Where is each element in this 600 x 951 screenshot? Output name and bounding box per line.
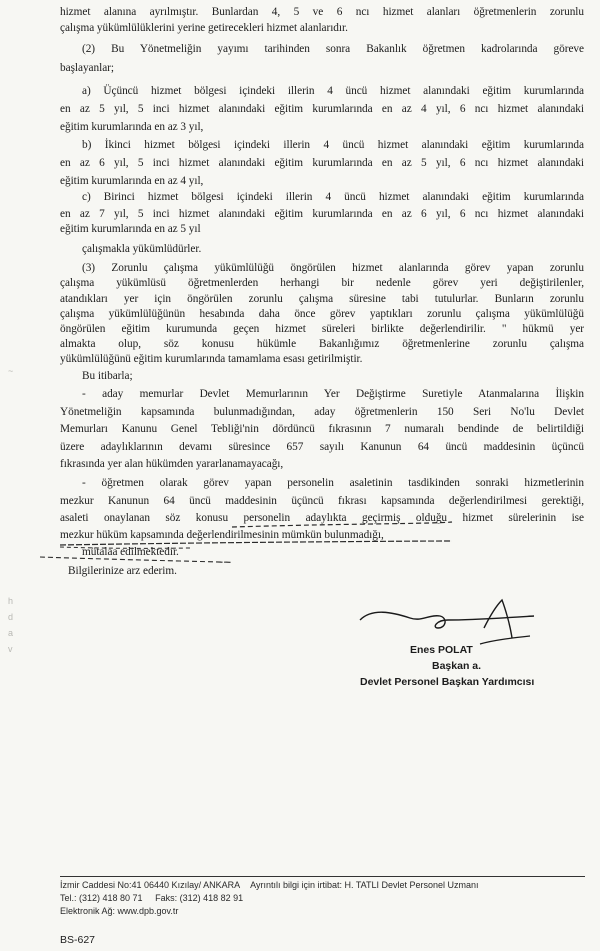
body-line: eğitim kurumlarında en az 4 yıl, bbox=[60, 175, 204, 187]
footer-address: İzmir Caddesi No:41 06440 Kızılay/ ANKARA bbox=[60, 880, 240, 890]
body-line: asaleti onaylanan söz konusu personelin adaylıkta geçirmiş olduğu hizmet sürelerinin ise bbox=[60, 512, 584, 524]
body-line: çalışmakla yükümlüdürler. bbox=[82, 243, 202, 255]
body-line: çalışma yükümlülüğünün hesabında daha önce görev yaptıkları zorunlu çalışma yükümlülüğü bbox=[60, 308, 584, 320]
closing-line: Bilgilerinize arz ederim. bbox=[68, 565, 177, 577]
signatory-position: Devlet Personel Başkan Yardımcısı bbox=[360, 676, 535, 688]
footer-divider bbox=[60, 876, 585, 877]
body-line: fıkrasında yer alan hükümden yararlanamayacağı, bbox=[60, 458, 284, 470]
bleed-through-mark: v bbox=[8, 644, 13, 654]
bleed-through-mark: a bbox=[8, 628, 14, 638]
footer-contact-info: Ayrıntılı bilgi için irtibat: H. TATLI Devlet Personel Uzmanı bbox=[250, 880, 479, 890]
body-line: en az 5 yıl, 5 inci hizmet alanındaki eğitim kurumlarında en az 4 yıl, 6 ncı hizmet alanındaki bbox=[60, 103, 584, 115]
footer-phone: Tel.: (312) 418 80 71 bbox=[60, 893, 143, 903]
body-line: (2) Bu Yönetmeliğin yayımı tarihinden sonra Bakanlık öğretmen kadrolarında göreve bbox=[82, 43, 584, 55]
body-line: - aday memurlar Devlet Memurlarının Yer Değiştirme Suretiyle Atanmalarına İlişkin bbox=[82, 388, 584, 400]
signatory-title: Başkan a. bbox=[432, 660, 482, 672]
body-line: yükümlülüğünü eğitim kurumlarında tamamlama esası getirilmiştir. bbox=[60, 353, 363, 365]
body-line: en az 6 yıl, 5 inci hizmet alanındaki eğitim kurumlarında en az 5 yıl, 6 ncı hizmet alanındaki bbox=[60, 157, 584, 169]
bleed-through-mark: d bbox=[8, 612, 14, 622]
body-line: - öğretmen olarak görev yapan personelin asaletinin tasdikinden sonraki hizmetlerinin bbox=[82, 477, 584, 489]
body-line: atandıkları yer için öngörülen zorunlu çalışma süresine tabi tutulurlar. Bunların zorunlu bbox=[60, 293, 584, 305]
footer-address-line bbox=[60, 880, 479, 890]
footer-phone-line bbox=[60, 893, 243, 903]
body-line: öngörülen eğitim kurumunda geçen hizmet süreleri birlikte değerlendirilir. " hükmü yer bbox=[60, 323, 584, 335]
form-code: BS-627 bbox=[60, 934, 96, 946]
body-line: b) İkinci hizmet bölgesi içindeki illerin 4 üncü hizmet alanındaki eğitim kurumlarında bbox=[82, 139, 584, 151]
body-line: c) Birinci hizmet bölgesi içindeki illerin 4 üncü hizmet alanındaki eğitim kurumlarında bbox=[82, 191, 584, 203]
body-line: en az 7 yıl, 5 inci hizmet alanındaki eğitim kurumlarında en az 6 yıl, 6 ncı hizmet alanındaki bbox=[60, 208, 584, 220]
body-line: (3) Zorunlu çalışma yükümlülüğü öngörülen hizmet alanlarında görev yapan zorunlu bbox=[82, 262, 584, 274]
body-line: Memurları Kanunu Genel Tebliği'nin dördüncü fıkrasının 7 numaralı bendinde de belirtildiği bbox=[60, 423, 584, 435]
body-line: üzere adaylıklarının devamı süresince 657 sayılı Kanunun 64 üncü maddesinin üçüncü bbox=[60, 441, 584, 453]
body-line: çalışma yükümlüsü öğretmenlerden herhangi bir nedenle görev yeri değiştirilenler, bbox=[60, 277, 584, 289]
signatory-name: Enes POLAT bbox=[410, 644, 473, 656]
body-line: Bu itibarla; bbox=[82, 370, 133, 382]
body-line: Yönetmeliğin kapsamında bulunmadığından, aday öğretmenlerin 150 Seri No'lu Devlet bbox=[60, 406, 584, 418]
body-line: mezkur Kanunun 64 üncü maddesinin üçüncü fıkrası kapsamında değerlendirilmesi gerektiği, bbox=[60, 495, 584, 507]
body-line: a) Üçüncü hizmet bölgesi içindeki illerin 4 üncü hizmet alanındaki eğitim kurumlarında bbox=[82, 85, 584, 97]
body-line: eğitim kurumlarında en az 5 yıl bbox=[60, 223, 201, 235]
footer-fax: Faks: (312) 418 82 91 bbox=[155, 893, 244, 903]
body-line: mezkur hüküm kapsamında değerlendirilmesinin mümkün bulunmadığı, bbox=[60, 529, 384, 541]
body-line: çalışma yükümlülüklerini yerine getirecekleri hizmet alanlarıdır. bbox=[60, 22, 348, 34]
footer-web: Elektronik Ağ: www.dpb.gov.tr bbox=[60, 906, 179, 916]
body-line: mütalaa edilmektedir. bbox=[82, 546, 179, 558]
body-line: eğitim kurumlarında en az 3 yıl, bbox=[60, 121, 204, 133]
body-line: başlayanlar; bbox=[60, 62, 114, 74]
bleed-through-mark: ~ bbox=[8, 366, 14, 376]
body-line: almakta olup, söz konusu hükümle Bakanlığımız öğretmenlerine zorunlu çalışma bbox=[60, 338, 584, 350]
bleed-through-mark: h bbox=[8, 596, 14, 606]
body-line: hizmet alanına ayrılmıştır. Bunlardan 4, 5 ve 6 ncı hizmet alanları öğretmenlerin zorunlu bbox=[60, 6, 584, 18]
